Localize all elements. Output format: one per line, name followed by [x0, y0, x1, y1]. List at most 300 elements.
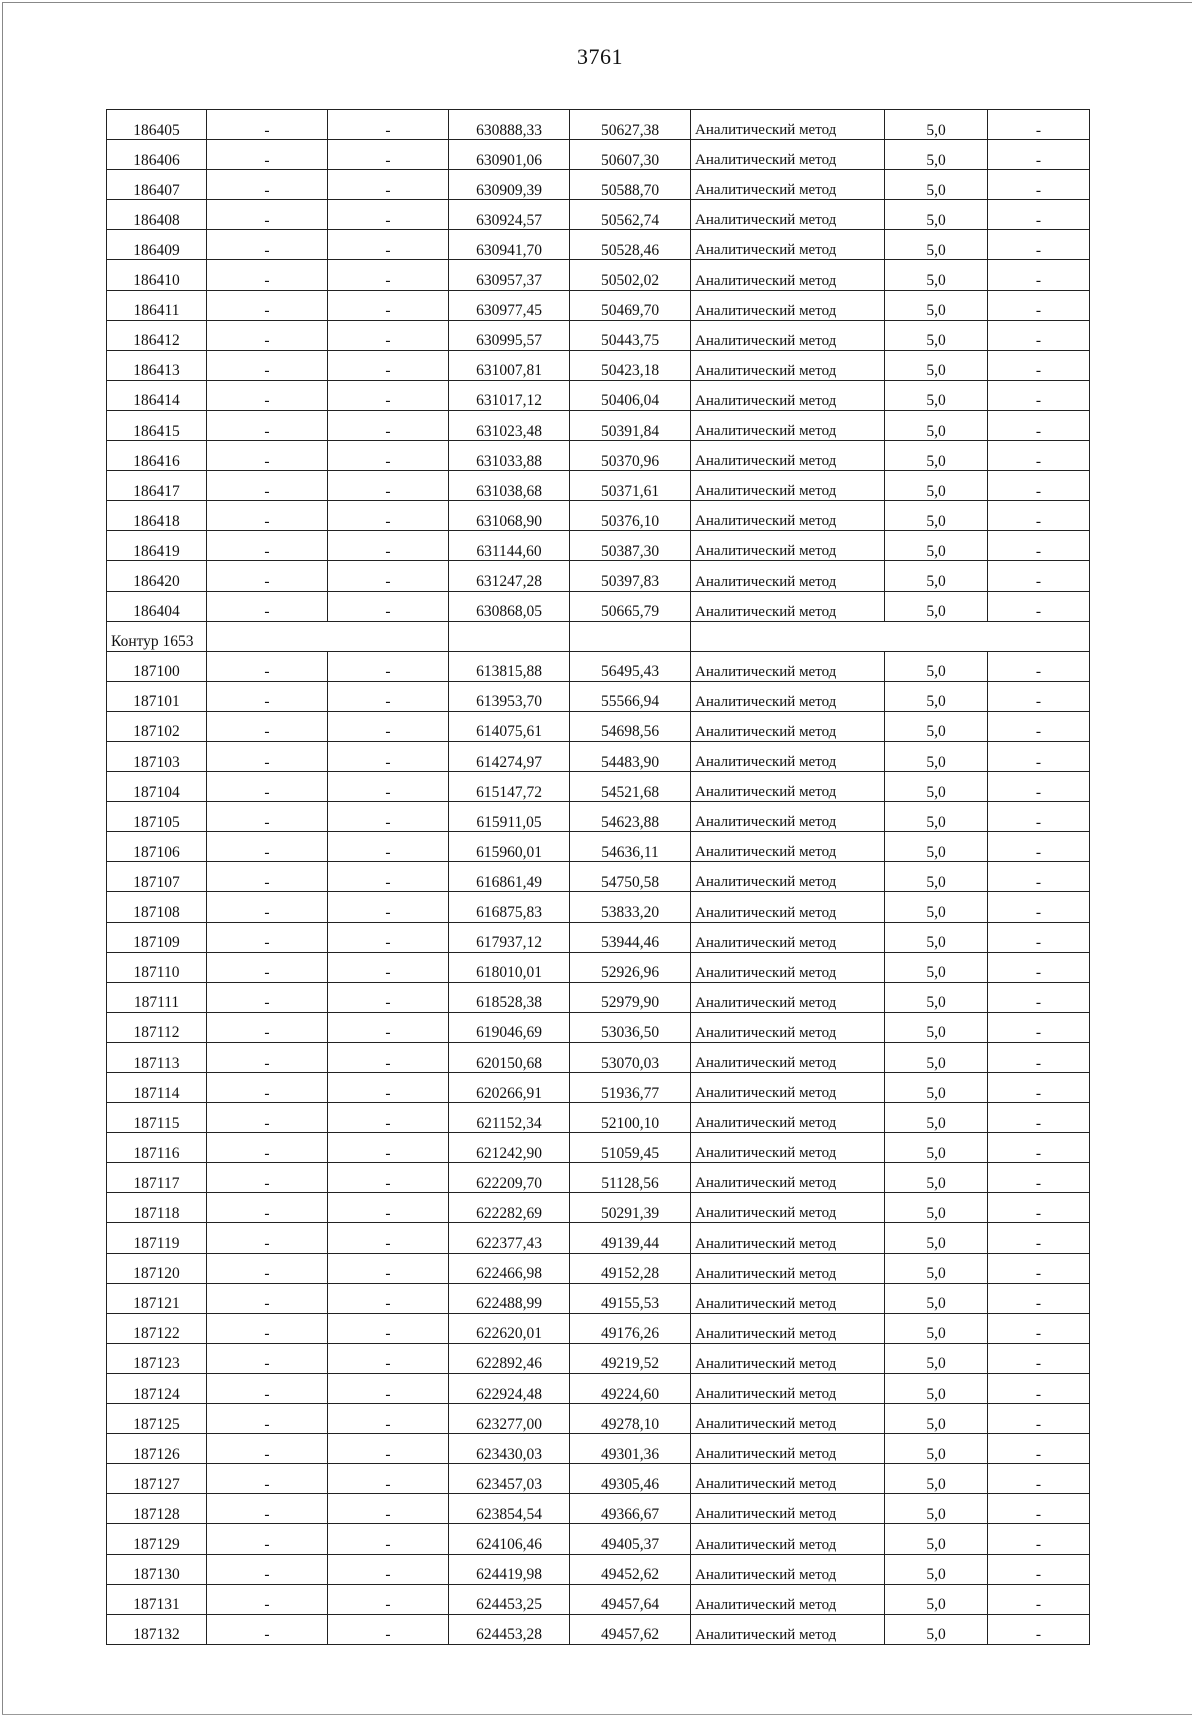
empty-dash-cell: - [988, 380, 1090, 410]
point-number-cell: 187110 [107, 952, 207, 982]
point-number-cell: 187121 [107, 1283, 207, 1313]
point-number-cell: 187117 [107, 1163, 207, 1193]
x-coordinate-cell: 631017,12 [449, 380, 570, 410]
empty-dash-cell: - [207, 741, 328, 771]
empty-dash-cell: - [328, 862, 449, 892]
empty-dash-cell: - [988, 651, 1090, 681]
point-number-cell: 187111 [107, 982, 207, 1012]
empty-dash-cell: - [328, 1073, 449, 1103]
x-coordinate-cell: 622620,01 [449, 1313, 570, 1343]
table-row [107, 1313, 1090, 1343]
empty-dash-cell: - [988, 290, 1090, 320]
table-row [107, 1464, 1090, 1494]
method-cell: Аналитический метод [691, 1584, 885, 1614]
table-row [107, 772, 1090, 802]
empty-dash-cell: - [988, 1554, 1090, 1584]
table-row [107, 1073, 1090, 1103]
empty-dash-cell: - [988, 1193, 1090, 1223]
y-coordinate-cell: 49457,62 [570, 1614, 691, 1644]
accuracy-cell: 5,0 [885, 1133, 988, 1163]
x-coordinate-cell: 618528,38 [449, 982, 570, 1012]
x-coordinate-cell: 616875,83 [449, 892, 570, 922]
point-number-cell: 186410 [107, 260, 207, 290]
empty-dash-cell: - [207, 441, 328, 471]
empty-dash-cell: - [988, 200, 1090, 230]
point-number-cell: 187125 [107, 1404, 207, 1434]
point-number-cell: 187127 [107, 1464, 207, 1494]
accuracy-cell: 5,0 [885, 1434, 988, 1464]
empty-dash-cell: - [328, 1404, 449, 1434]
empty-dash-cell: - [207, 350, 328, 380]
empty-dash-cell: - [988, 471, 1090, 501]
method-cell: Аналитический метод [691, 140, 885, 170]
point-number-cell: 187112 [107, 1012, 207, 1042]
accuracy-cell: 5,0 [885, 862, 988, 892]
empty-dash-cell: - [328, 651, 449, 681]
empty-dash-cell: - [988, 1283, 1090, 1313]
empty-dash-cell: - [207, 1584, 328, 1614]
empty-dash-cell: - [207, 1524, 328, 1554]
method-cell: Аналитический метод [691, 260, 885, 290]
table-row [107, 802, 1090, 832]
point-number-cell: 187122 [107, 1313, 207, 1343]
accuracy-cell: 5,0 [885, 1373, 988, 1403]
table-row [107, 1133, 1090, 1163]
y-coordinate-cell: 50502,02 [570, 260, 691, 290]
table-row [107, 892, 1090, 922]
empty-dash-cell: - [328, 1042, 449, 1072]
x-coordinate-cell: 615911,05 [449, 802, 570, 832]
accuracy-cell: 5,0 [885, 1524, 988, 1554]
empty-dash-cell: - [328, 1343, 449, 1373]
accuracy-cell: 5,0 [885, 1103, 988, 1133]
point-number-cell: 187102 [107, 711, 207, 741]
x-coordinate-cell: 630924,57 [449, 200, 570, 230]
empty-dash-cell: - [207, 1163, 328, 1193]
accuracy-cell: 5,0 [885, 350, 988, 380]
empty-dash-cell: - [328, 922, 449, 952]
y-coordinate-cell: 50397,83 [570, 561, 691, 591]
y-coordinate-cell: 54483,90 [570, 741, 691, 771]
point-number-cell: 186405 [107, 110, 207, 140]
empty-dash-cell: - [207, 1343, 328, 1373]
y-coordinate-cell: 54521,68 [570, 772, 691, 802]
table-row [107, 1223, 1090, 1253]
accuracy-cell: 5,0 [885, 230, 988, 260]
point-number-cell: 186407 [107, 170, 207, 200]
x-coordinate-cell: 623854,54 [449, 1494, 570, 1524]
x-coordinate-cell: 630901,06 [449, 140, 570, 170]
x-coordinate-cell: 624453,25 [449, 1584, 570, 1614]
empty-dash-cell: - [207, 802, 328, 832]
empty-dash-cell: - [328, 441, 449, 471]
point-number-cell: 187114 [107, 1073, 207, 1103]
empty-dash-cell: - [207, 230, 328, 260]
empty-dash-cell: - [328, 1283, 449, 1313]
point-number-cell: 187115 [107, 1103, 207, 1133]
y-coordinate-cell: 50665,79 [570, 591, 691, 621]
section-title-cell: Контур 1653 [107, 621, 207, 651]
x-coordinate-cell: 615960,01 [449, 832, 570, 862]
table-row [107, 230, 1090, 260]
table-row [107, 1404, 1090, 1434]
y-coordinate-cell: 50607,30 [570, 140, 691, 170]
y-coordinate-cell: 50391,84 [570, 410, 691, 440]
empty-dash-cell: - [328, 591, 449, 621]
x-coordinate-cell: 622924,48 [449, 1373, 570, 1403]
point-number-cell: 187120 [107, 1253, 207, 1283]
method-cell: Аналитический метод [691, 591, 885, 621]
x-coordinate-cell: 622282,69 [449, 1193, 570, 1223]
x-coordinate-cell: 630909,39 [449, 170, 570, 200]
y-coordinate-cell: 51936,77 [570, 1073, 691, 1103]
method-cell: Аналитический метод [691, 1223, 885, 1253]
x-coordinate-cell: 630995,57 [449, 320, 570, 350]
point-number-cell: 187104 [107, 772, 207, 802]
empty-dash-cell: - [988, 1163, 1090, 1193]
accuracy-cell: 5,0 [885, 170, 988, 200]
x-coordinate-cell: 630888,33 [449, 110, 570, 140]
empty-dash-cell: - [207, 200, 328, 230]
method-cell: Аналитический метод [691, 110, 885, 140]
method-cell: Аналитический метод [691, 772, 885, 802]
table-row [107, 110, 1090, 140]
y-coordinate-cell: 54623,88 [570, 802, 691, 832]
accuracy-cell: 5,0 [885, 982, 988, 1012]
empty-dash-cell: - [328, 501, 449, 531]
y-coordinate-cell: 49155,53 [570, 1283, 691, 1313]
y-coordinate-cell: 50469,70 [570, 290, 691, 320]
empty-dash-cell: - [207, 892, 328, 922]
empty-dash-cell: - [328, 1494, 449, 1524]
method-cell: Аналитический метод [691, 1313, 885, 1343]
empty-dash-cell: - [988, 802, 1090, 832]
y-coordinate-cell: 50528,46 [570, 230, 691, 260]
empty-dash-cell: - [207, 1223, 328, 1253]
method-cell: Аналитический метод [691, 380, 885, 410]
method-cell: Аналитический метод [691, 200, 885, 230]
table-row [107, 1103, 1090, 1133]
method-cell: Аналитический метод [691, 802, 885, 832]
method-cell: Аналитический метод [691, 1554, 885, 1584]
x-coordinate-cell: 630868,05 [449, 591, 570, 621]
empty-dash-cell: - [328, 1103, 449, 1133]
point-number-cell: 187123 [107, 1343, 207, 1373]
table-row [107, 651, 1090, 681]
empty-dash-cell: - [988, 1584, 1090, 1614]
empty-dash-cell: - [988, 982, 1090, 1012]
y-coordinate-cell: 51128,56 [570, 1163, 691, 1193]
point-number-cell: 187124 [107, 1373, 207, 1403]
x-coordinate-cell: 622488,99 [449, 1283, 570, 1313]
empty-dash-cell: - [988, 170, 1090, 200]
table-row [107, 350, 1090, 380]
table-row [107, 501, 1090, 531]
accuracy-cell: 5,0 [885, 1404, 988, 1434]
point-number-cell: 187108 [107, 892, 207, 922]
point-number-cell: 187107 [107, 862, 207, 892]
x-coordinate-cell: 624419,98 [449, 1554, 570, 1584]
table-row [107, 1253, 1090, 1283]
method-cell: Аналитический метод [691, 741, 885, 771]
empty-dash-cell: - [207, 862, 328, 892]
x-coordinate-cell: 613953,70 [449, 681, 570, 711]
table-row [107, 1193, 1090, 1223]
empty-dash-cell: - [988, 1614, 1090, 1644]
empty-dash-cell: - [328, 200, 449, 230]
accuracy-cell: 5,0 [885, 802, 988, 832]
page-border-bottom [2, 1714, 1192, 1715]
y-coordinate-cell: 53944,46 [570, 922, 691, 952]
x-coordinate-cell: 622892,46 [449, 1343, 570, 1373]
empty-dash-cell: - [207, 922, 328, 952]
accuracy-cell: 5,0 [885, 1614, 988, 1644]
empty-dash-cell: - [988, 1223, 1090, 1253]
point-number-cell: 186414 [107, 380, 207, 410]
blank-cell [570, 621, 691, 651]
table-row [107, 832, 1090, 862]
table-row [107, 200, 1090, 230]
empty-dash-cell: - [988, 230, 1090, 260]
empty-dash-cell: - [328, 1133, 449, 1163]
empty-dash-cell: - [207, 982, 328, 1012]
accuracy-cell: 5,0 [885, 471, 988, 501]
point-number-cell: 187132 [107, 1614, 207, 1644]
point-number-cell: 187131 [107, 1584, 207, 1614]
point-number-cell: 187100 [107, 651, 207, 681]
table-row [107, 531, 1090, 561]
accuracy-cell: 5,0 [885, 1313, 988, 1343]
method-cell: Аналитический метод [691, 892, 885, 922]
point-number-cell: 186419 [107, 531, 207, 561]
y-coordinate-cell: 50562,74 [570, 200, 691, 230]
empty-dash-cell: - [207, 711, 328, 741]
empty-dash-cell: - [328, 1584, 449, 1614]
accuracy-cell: 5,0 [885, 952, 988, 982]
method-cell: Аналитический метод [691, 1163, 885, 1193]
empty-dash-cell: - [207, 1404, 328, 1434]
accuracy-cell: 5,0 [885, 501, 988, 531]
empty-dash-cell: - [328, 290, 449, 320]
table-row [107, 1163, 1090, 1193]
y-coordinate-cell: 50291,39 [570, 1193, 691, 1223]
accuracy-cell: 5,0 [885, 290, 988, 320]
y-coordinate-cell: 54750,58 [570, 862, 691, 892]
point-number-cell: 187130 [107, 1554, 207, 1584]
empty-dash-cell: - [988, 140, 1090, 170]
empty-dash-cell: - [328, 260, 449, 290]
method-cell: Аналитический метод [691, 1404, 885, 1434]
empty-dash-cell: - [988, 862, 1090, 892]
y-coordinate-cell: 49278,10 [570, 1404, 691, 1434]
accuracy-cell: 5,0 [885, 651, 988, 681]
table-row [107, 1494, 1090, 1524]
table-row [107, 1373, 1090, 1403]
accuracy-cell: 5,0 [885, 260, 988, 290]
point-number-cell: 186413 [107, 350, 207, 380]
empty-dash-cell: - [207, 1313, 328, 1343]
table-row [107, 1584, 1090, 1614]
empty-dash-cell: - [328, 1012, 449, 1042]
y-coordinate-cell: 52926,96 [570, 952, 691, 982]
page-border-top [2, 2, 1192, 3]
accuracy-cell: 5,0 [885, 591, 988, 621]
method-cell: Аналитический метод [691, 561, 885, 591]
accuracy-cell: 5,0 [885, 1042, 988, 1072]
table-row [107, 1042, 1090, 1072]
method-cell: Аналитический метод [691, 1524, 885, 1554]
empty-dash-cell: - [328, 1193, 449, 1223]
y-coordinate-cell: 49219,52 [570, 1343, 691, 1373]
y-coordinate-cell: 49452,62 [570, 1554, 691, 1584]
method-cell: Аналитический метод [691, 1042, 885, 1072]
point-number-cell: 186417 [107, 471, 207, 501]
method-cell: Аналитический метод [691, 1464, 885, 1494]
method-cell: Аналитический метод [691, 1253, 885, 1283]
method-cell: Аналитический метод [691, 952, 885, 982]
empty-dash-cell: - [207, 471, 328, 501]
method-cell: Аналитический метод [691, 681, 885, 711]
y-coordinate-cell: 50376,10 [570, 501, 691, 531]
x-coordinate-cell: 630957,37 [449, 260, 570, 290]
y-coordinate-cell: 49176,26 [570, 1313, 691, 1343]
accuracy-cell: 5,0 [885, 1464, 988, 1494]
method-cell: Аналитический метод [691, 651, 885, 681]
table-row [107, 380, 1090, 410]
accuracy-cell: 5,0 [885, 1073, 988, 1103]
method-cell: Аналитический метод [691, 862, 885, 892]
point-number-cell: 187126 [107, 1434, 207, 1464]
accuracy-cell: 5,0 [885, 1283, 988, 1313]
empty-dash-cell: - [207, 1464, 328, 1494]
empty-dash-cell: - [988, 260, 1090, 290]
x-coordinate-cell: 622209,70 [449, 1163, 570, 1193]
point-number-cell: 187103 [107, 741, 207, 771]
method-cell: Аналитический метод [691, 501, 885, 531]
empty-dash-cell: - [988, 1343, 1090, 1373]
point-number-cell: 186404 [107, 591, 207, 621]
empty-dash-cell: - [988, 110, 1090, 140]
empty-dash-cell: - [207, 110, 328, 140]
method-cell: Аналитический метод [691, 320, 885, 350]
accuracy-cell: 5,0 [885, 531, 988, 561]
accuracy-cell: 5,0 [885, 772, 988, 802]
point-number-cell: 186411 [107, 290, 207, 320]
page-border-left [2, 2, 3, 1714]
point-number-cell: 187106 [107, 832, 207, 862]
empty-dash-cell: - [207, 290, 328, 320]
point-number-cell: 186406 [107, 140, 207, 170]
table-row [107, 1343, 1090, 1373]
accuracy-cell: 5,0 [885, 380, 988, 410]
x-coordinate-cell: 631068,90 [449, 501, 570, 531]
table-row [107, 170, 1090, 200]
x-coordinate-cell: 624106,46 [449, 1524, 570, 1554]
empty-dash-cell: - [328, 802, 449, 832]
y-coordinate-cell: 54698,56 [570, 711, 691, 741]
empty-dash-cell: - [207, 1193, 328, 1223]
point-number-cell: 186420 [107, 561, 207, 591]
table-row [107, 982, 1090, 1012]
blank-cell [207, 621, 449, 651]
blank-cell [691, 621, 1090, 651]
method-cell: Аналитический метод [691, 982, 885, 1012]
accuracy-cell: 5,0 [885, 1584, 988, 1614]
point-number-cell: 186416 [107, 441, 207, 471]
x-coordinate-cell: 622377,43 [449, 1223, 570, 1253]
x-coordinate-cell: 618010,01 [449, 952, 570, 982]
point-number-cell: 187128 [107, 1494, 207, 1524]
y-coordinate-cell: 49301,36 [570, 1434, 691, 1464]
method-cell: Аналитический метод [691, 922, 885, 952]
empty-dash-cell: - [988, 1464, 1090, 1494]
y-coordinate-cell: 50627,38 [570, 110, 691, 140]
table-row [107, 290, 1090, 320]
empty-dash-cell: - [328, 952, 449, 982]
y-coordinate-cell: 53833,20 [570, 892, 691, 922]
accuracy-cell: 5,0 [885, 1163, 988, 1193]
empty-dash-cell: - [207, 1133, 328, 1163]
table-body [107, 110, 1090, 1645]
empty-dash-cell: - [328, 982, 449, 1012]
accuracy-cell: 5,0 [885, 1193, 988, 1223]
x-coordinate-cell: 621242,90 [449, 1133, 570, 1163]
empty-dash-cell: - [988, 410, 1090, 440]
point-number-cell: 187118 [107, 1193, 207, 1223]
y-coordinate-cell: 50423,18 [570, 350, 691, 380]
empty-dash-cell: - [328, 741, 449, 771]
y-coordinate-cell: 50443,75 [570, 320, 691, 350]
empty-dash-cell: - [207, 1073, 328, 1103]
point-number-cell: 186409 [107, 230, 207, 260]
empty-dash-cell: - [328, 1163, 449, 1193]
point-number-cell: 186415 [107, 410, 207, 440]
method-cell: Аналитический метод [691, 1012, 885, 1042]
method-cell: Аналитический метод [691, 531, 885, 561]
accuracy-cell: 5,0 [885, 1494, 988, 1524]
empty-dash-cell: - [328, 110, 449, 140]
empty-dash-cell: - [328, 230, 449, 260]
table-row [107, 952, 1090, 982]
point-number-cell: 186412 [107, 320, 207, 350]
method-cell: Аналитический метод [691, 170, 885, 200]
method-cell: Аналитический метод [691, 350, 885, 380]
empty-dash-cell: - [207, 591, 328, 621]
empty-dash-cell: - [328, 711, 449, 741]
accuracy-cell: 5,0 [885, 711, 988, 741]
empty-dash-cell: - [207, 140, 328, 170]
empty-dash-cell: - [328, 140, 449, 170]
method-cell: Аналитический метод [691, 1073, 885, 1103]
x-coordinate-cell: 631247,28 [449, 561, 570, 591]
empty-dash-cell: - [328, 1524, 449, 1554]
y-coordinate-cell: 51059,45 [570, 1133, 691, 1163]
y-coordinate-cell: 49457,64 [570, 1584, 691, 1614]
method-cell: Аналитический метод [691, 1494, 885, 1524]
method-cell: Аналитический метод [691, 441, 885, 471]
empty-dash-cell: - [207, 1042, 328, 1072]
x-coordinate-cell: 630977,45 [449, 290, 570, 320]
method-cell: Аналитический метод [691, 1434, 885, 1464]
empty-dash-cell: - [988, 952, 1090, 982]
point-number-cell: 187101 [107, 681, 207, 711]
empty-dash-cell: - [207, 561, 328, 591]
y-coordinate-cell: 52979,90 [570, 982, 691, 1012]
empty-dash-cell: - [988, 1133, 1090, 1163]
empty-dash-cell: - [988, 1373, 1090, 1403]
empty-dash-cell: - [988, 1313, 1090, 1343]
accuracy-cell: 5,0 [885, 441, 988, 471]
